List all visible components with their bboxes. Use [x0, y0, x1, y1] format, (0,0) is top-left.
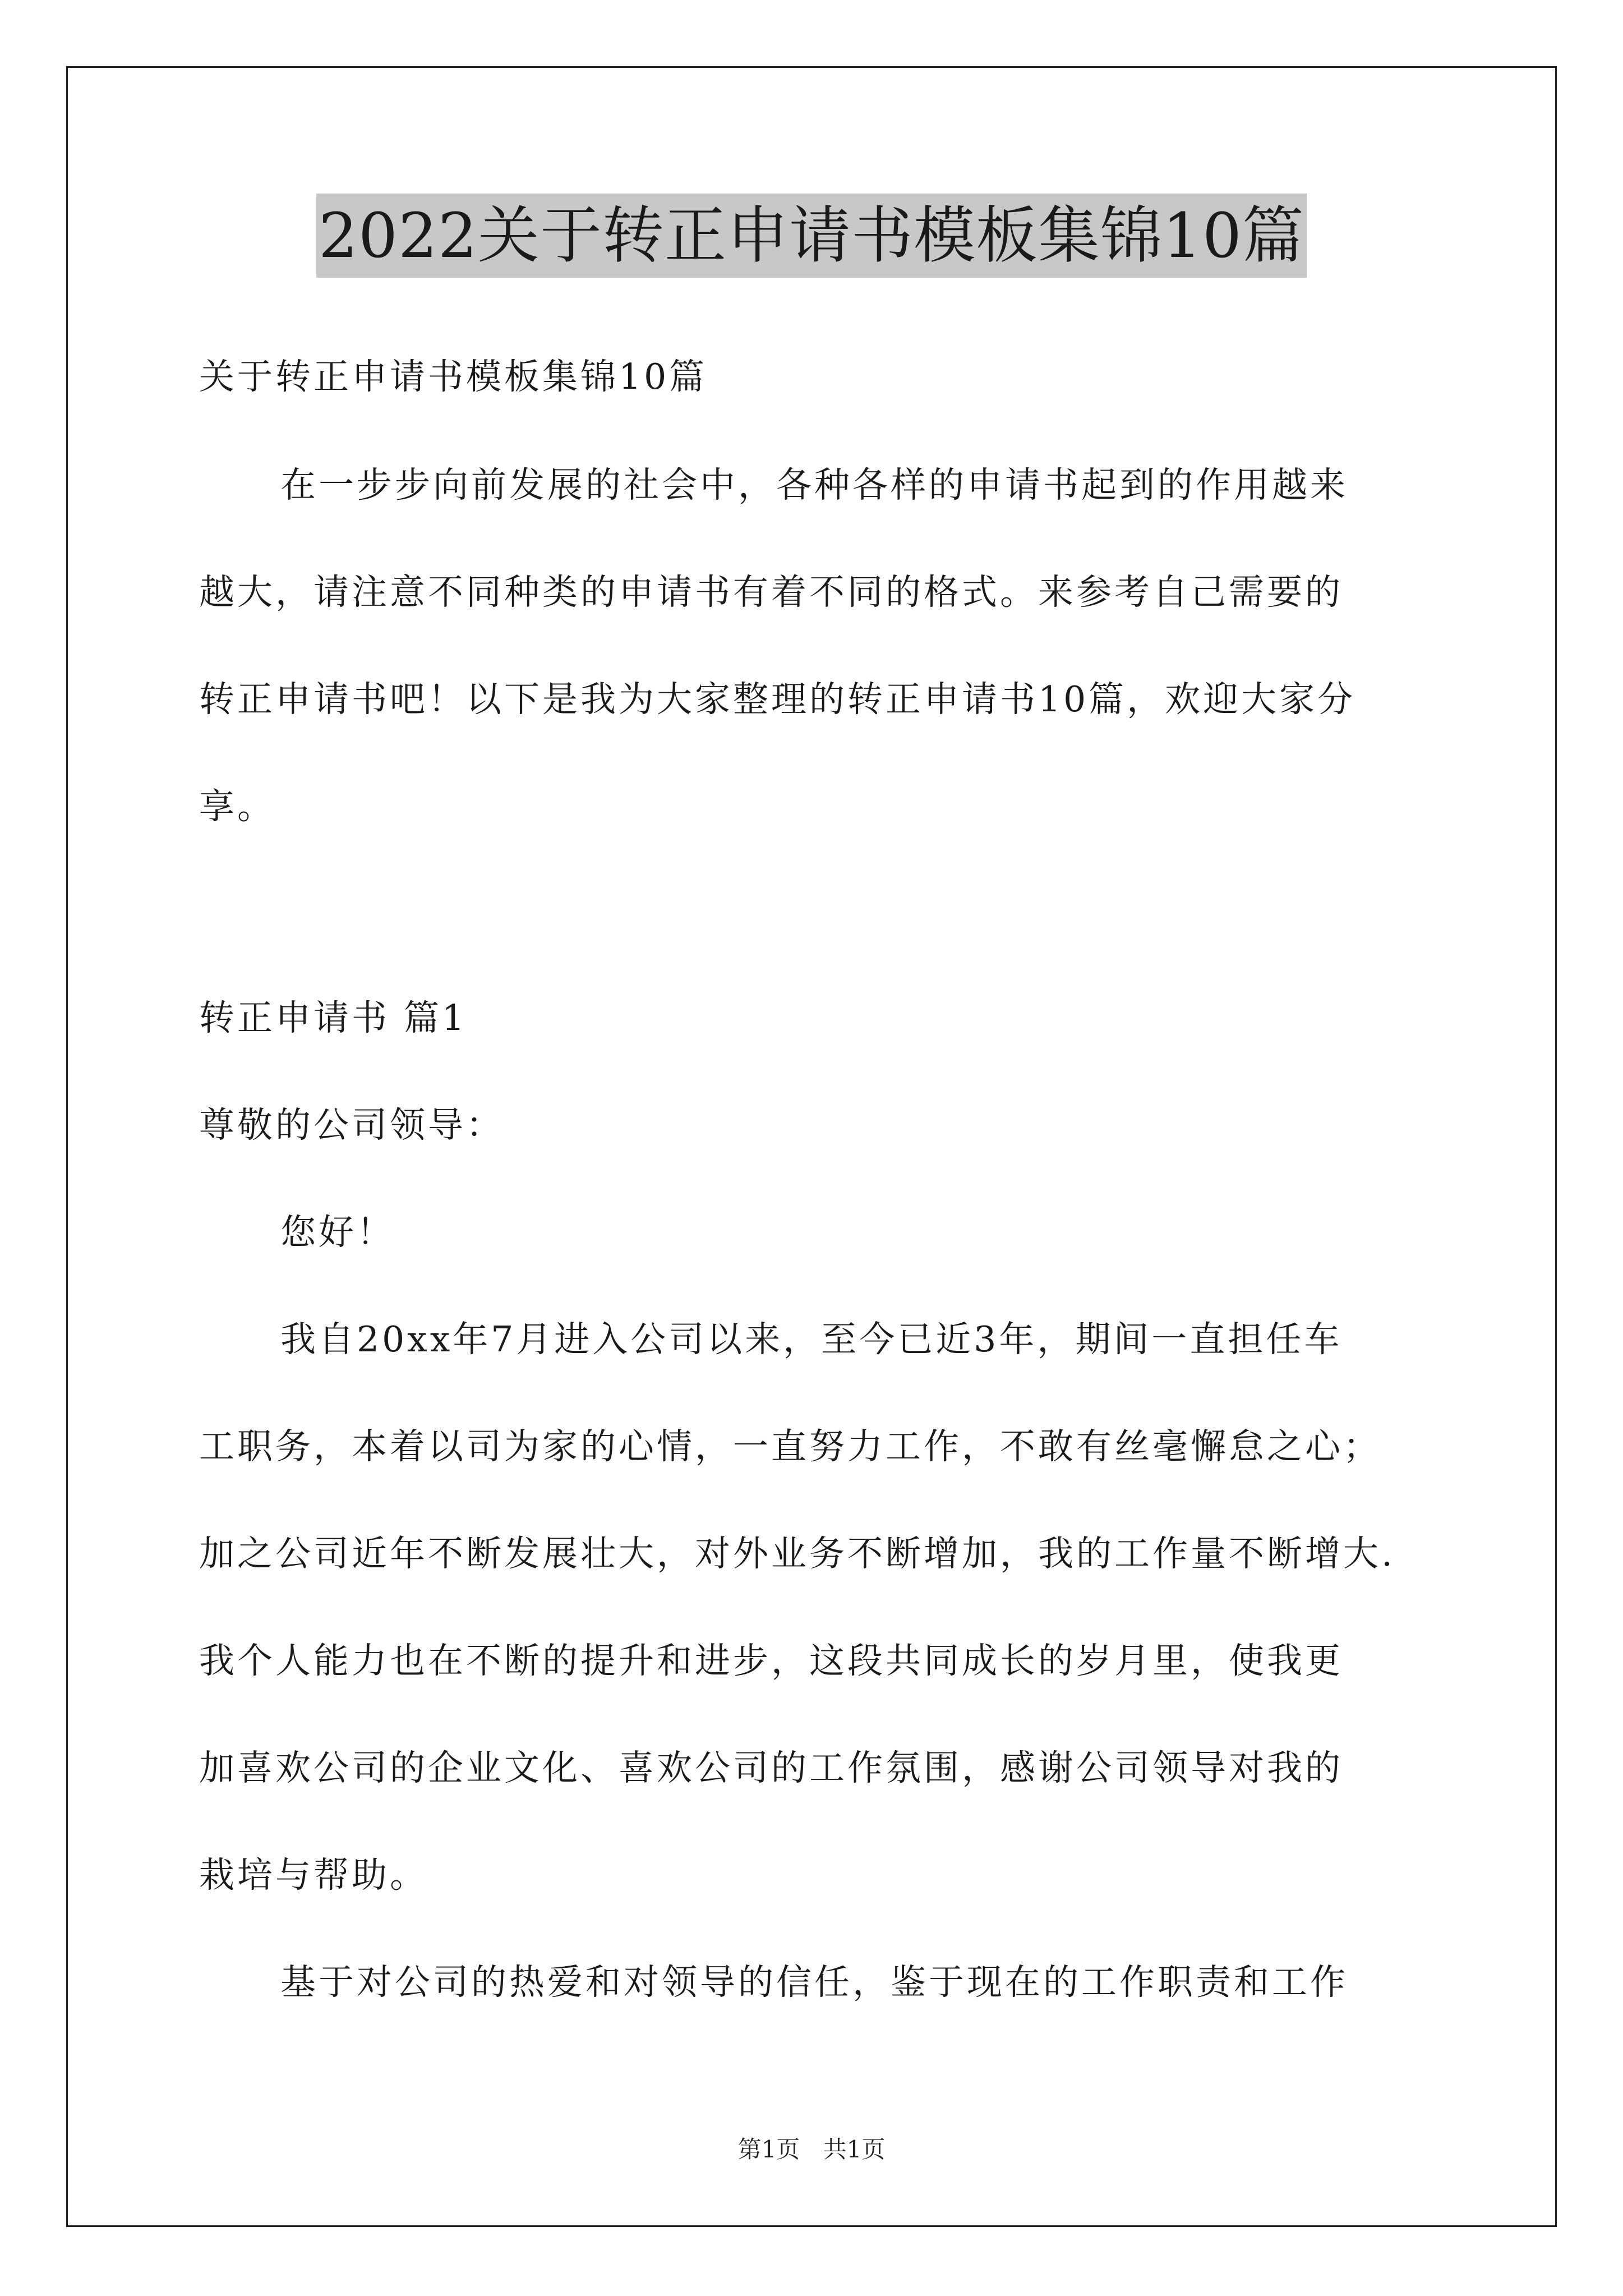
- subtitle: 关于转正申请书模板集锦10篇: [199, 356, 708, 397]
- intro-line-3: 转正申请书吧！以下是我为大家整理的转正申请书10篇，欢迎大家分: [199, 679, 1356, 720]
- intro-line-2: 越大，请注意不同种类的申请书有着不同的格式。来参考自己需要的: [199, 572, 1343, 613]
- intro-line-4: 享。: [199, 786, 275, 827]
- body-line-3: 加之公司近年不断发展壮大，对外业务不断增加，我的工作量不断增大.: [199, 1533, 1396, 1574]
- page-total: 共1页: [823, 2136, 886, 2163]
- intro-line-1: 在一步步向前发展的社会中，各种各样的申请书起到的作用越来: [280, 464, 1348, 505]
- page-footer: [0, 2133, 1623, 2166]
- body-line-2: 工职务，本着以司为家的心情，一直努力工作，不敢有丝毫懈怠之心；: [199, 1426, 1381, 1467]
- body-line-5: 加喜欢公司的企业文化、喜欢公司的工作氛围，感谢公司领导对我的: [199, 1747, 1343, 1788]
- section-heading: 转正申请书 篇1: [199, 997, 468, 1038]
- body-line-7: 基于对公司的热爱和对领导的信任，鉴于现在的工作职责和工作: [280, 1962, 1348, 2003]
- salutation: 尊敬的公司领导：: [199, 1105, 504, 1145]
- body-line-1: 我自20xx年7月进入公司以来，至今已近3年，期间一直担任车: [280, 1319, 1343, 1360]
- greeting: 您好！: [280, 1212, 395, 1253]
- body-line-4: 我个人能力也在不断的提升和进步，这段共同成长的岁月里，使我更: [199, 1640, 1343, 1681]
- body-line-6: 栽培与帮助。: [199, 1855, 428, 1895]
- page-number: 第1页: [737, 2136, 800, 2163]
- document-title: [0, 194, 1623, 278]
- document-title-text: 2022关于转正申请书模板集锦10篇: [316, 194, 1307, 278]
